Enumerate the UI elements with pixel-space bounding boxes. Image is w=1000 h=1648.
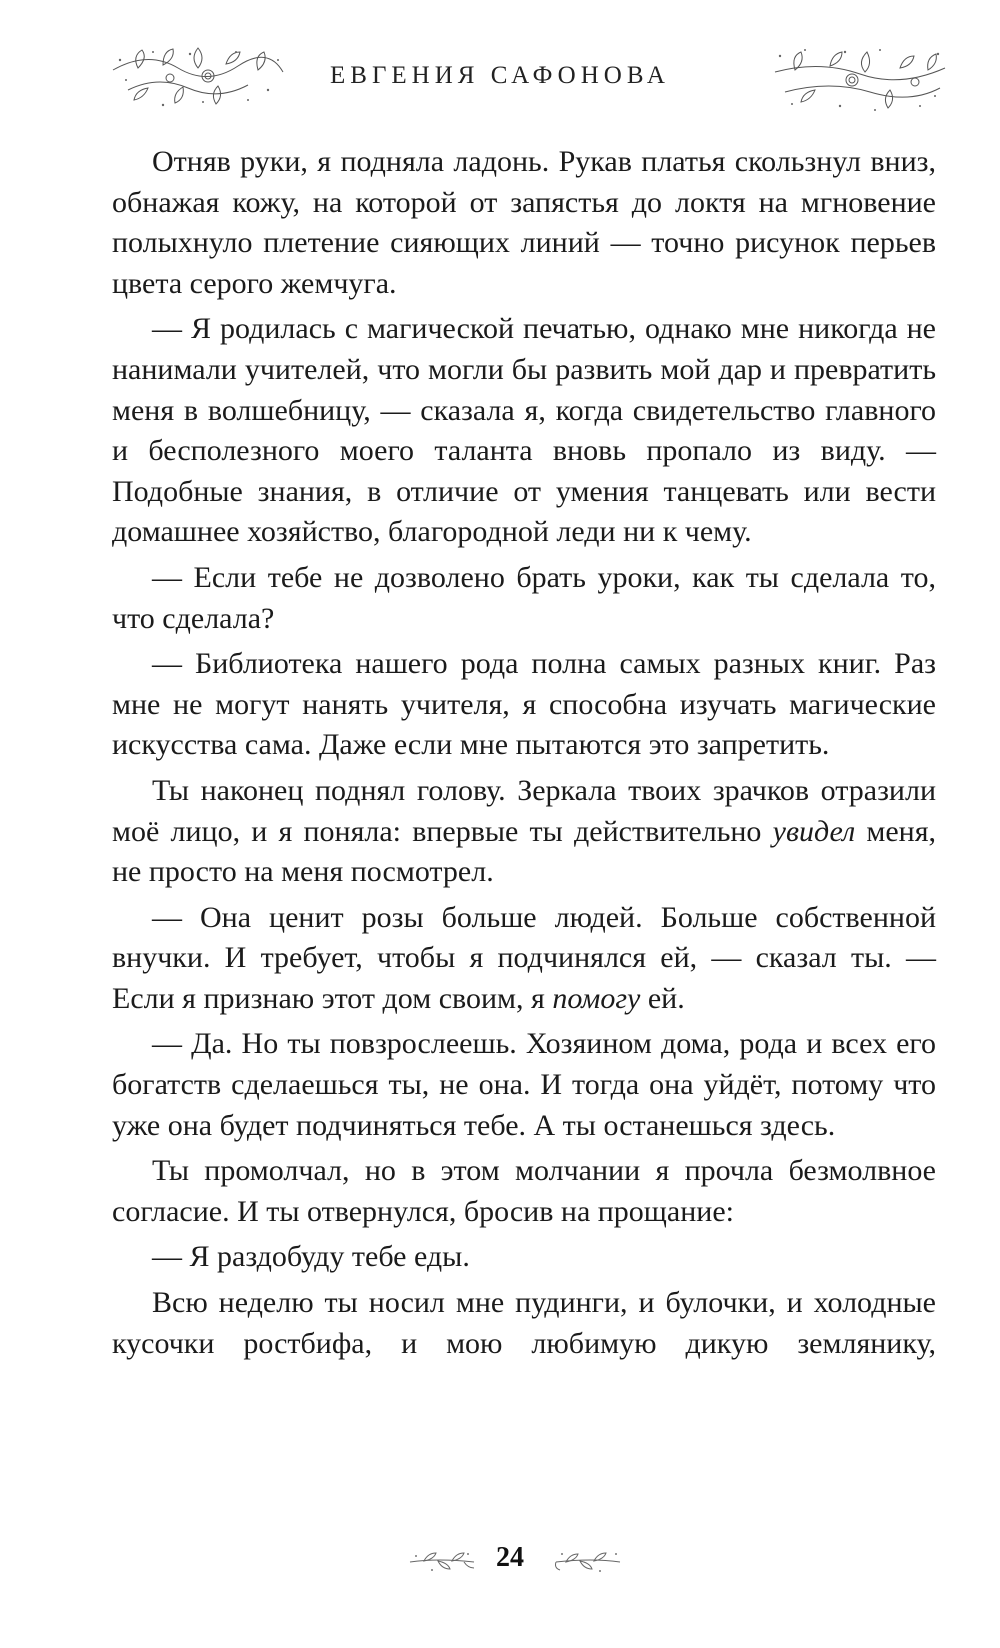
- sprig-ornament-icon: [408, 1546, 478, 1576]
- page-footer: [0, 1540, 1000, 1580]
- paragraph-text: Ты наконец поднял голову. Зеркала твоих зрачков отразили моё лицо, и я поняла: впервые ты действительно: [112, 773, 936, 848]
- body-text: [112, 142, 936, 1369]
- paragraph: [112, 558, 936, 639]
- paragraph: [112, 1237, 936, 1278]
- paragraph: [112, 1151, 936, 1232]
- italic-text: помогу: [552, 981, 641, 1015]
- paragraph: [112, 142, 936, 304]
- paragraph: [112, 644, 936, 766]
- floral-ornament-icon: [770, 30, 950, 120]
- paragraph-text: Всю неделю ты носил мне пудинги, и булочки, и холодные кусочки ростбифа, и мою любимую дикую землянику,: [112, 1286, 936, 1360]
- paragraph-text: — Я раздобуду тебе еды.: [152, 1240, 470, 1274]
- paragraph-text: меня, не просто на меня посмотрел.: [112, 814, 936, 889]
- italic-text: увидел: [772, 814, 856, 848]
- paragraph: [112, 771, 936, 893]
- paragraph-text: — Библиотека нашего рода полна самых разных книг. Раз мне не могут нанять учителя, я способна изучать магические искусства сама. Даже если мне пытаются это запретить.: [112, 647, 936, 762]
- sprig-ornament-icon: [552, 1546, 622, 1576]
- paragraph-text: — Я родилась с магической печатью, однако мне никогда не нанимали учителей, что могли бы развить мой дар и превратить меня в волшебницу, — сказала я, когда свидетельство главного и бесполезного моего таланта вновь пропало из виду. — Подобные знания, в отличие от умения танцевать или вести домашнее хозяйство, благородной леди ни к чему.: [112, 312, 936, 549]
- paragraph-text: Ты промолчал, но в этом молчании я прочла безмолвное согласие. И ты отвернулся, бросив на прощание:: [112, 1154, 936, 1228]
- paragraph: [112, 898, 936, 1020]
- paragraph-text: — Если тебе не дозволено брать уроки, как ты сделала то, что сделала?: [112, 560, 936, 635]
- paragraph-text: — Да. Но ты повзрослеешь. Хозяином дома, рода и всех его богатств сделаешься ты, не она. И тогда она уйдёт, потому что уже она будет подчиняться тебе. А ты останешься здесь.: [112, 1027, 936, 1142]
- paragraph: [112, 309, 936, 553]
- paragraph-text: — Она ценит розы больше людей. Больше собственной внучки. И требует, чтобы я подчинялся ей, — сказал ты. — Если я признаю этот дом своим, я: [112, 900, 936, 1015]
- paragraph: [112, 1283, 936, 1364]
- paragraph: [112, 1024, 936, 1146]
- paragraph-text: Отняв руки, я подняла ладонь. Рукав платья скользнул вниз, обнажая кожу, на которой от запястья до локтя на мгновение полыхнуло плетение сияющих линий — точно рисунок перьев цвета серого жемчуга.: [112, 145, 936, 300]
- running-head-author: ЕВГЕНИЯ САФОНОВА: [330, 62, 670, 89]
- paragraph-text: ей.: [640, 981, 685, 1015]
- page-number: 24: [496, 1542, 524, 1573]
